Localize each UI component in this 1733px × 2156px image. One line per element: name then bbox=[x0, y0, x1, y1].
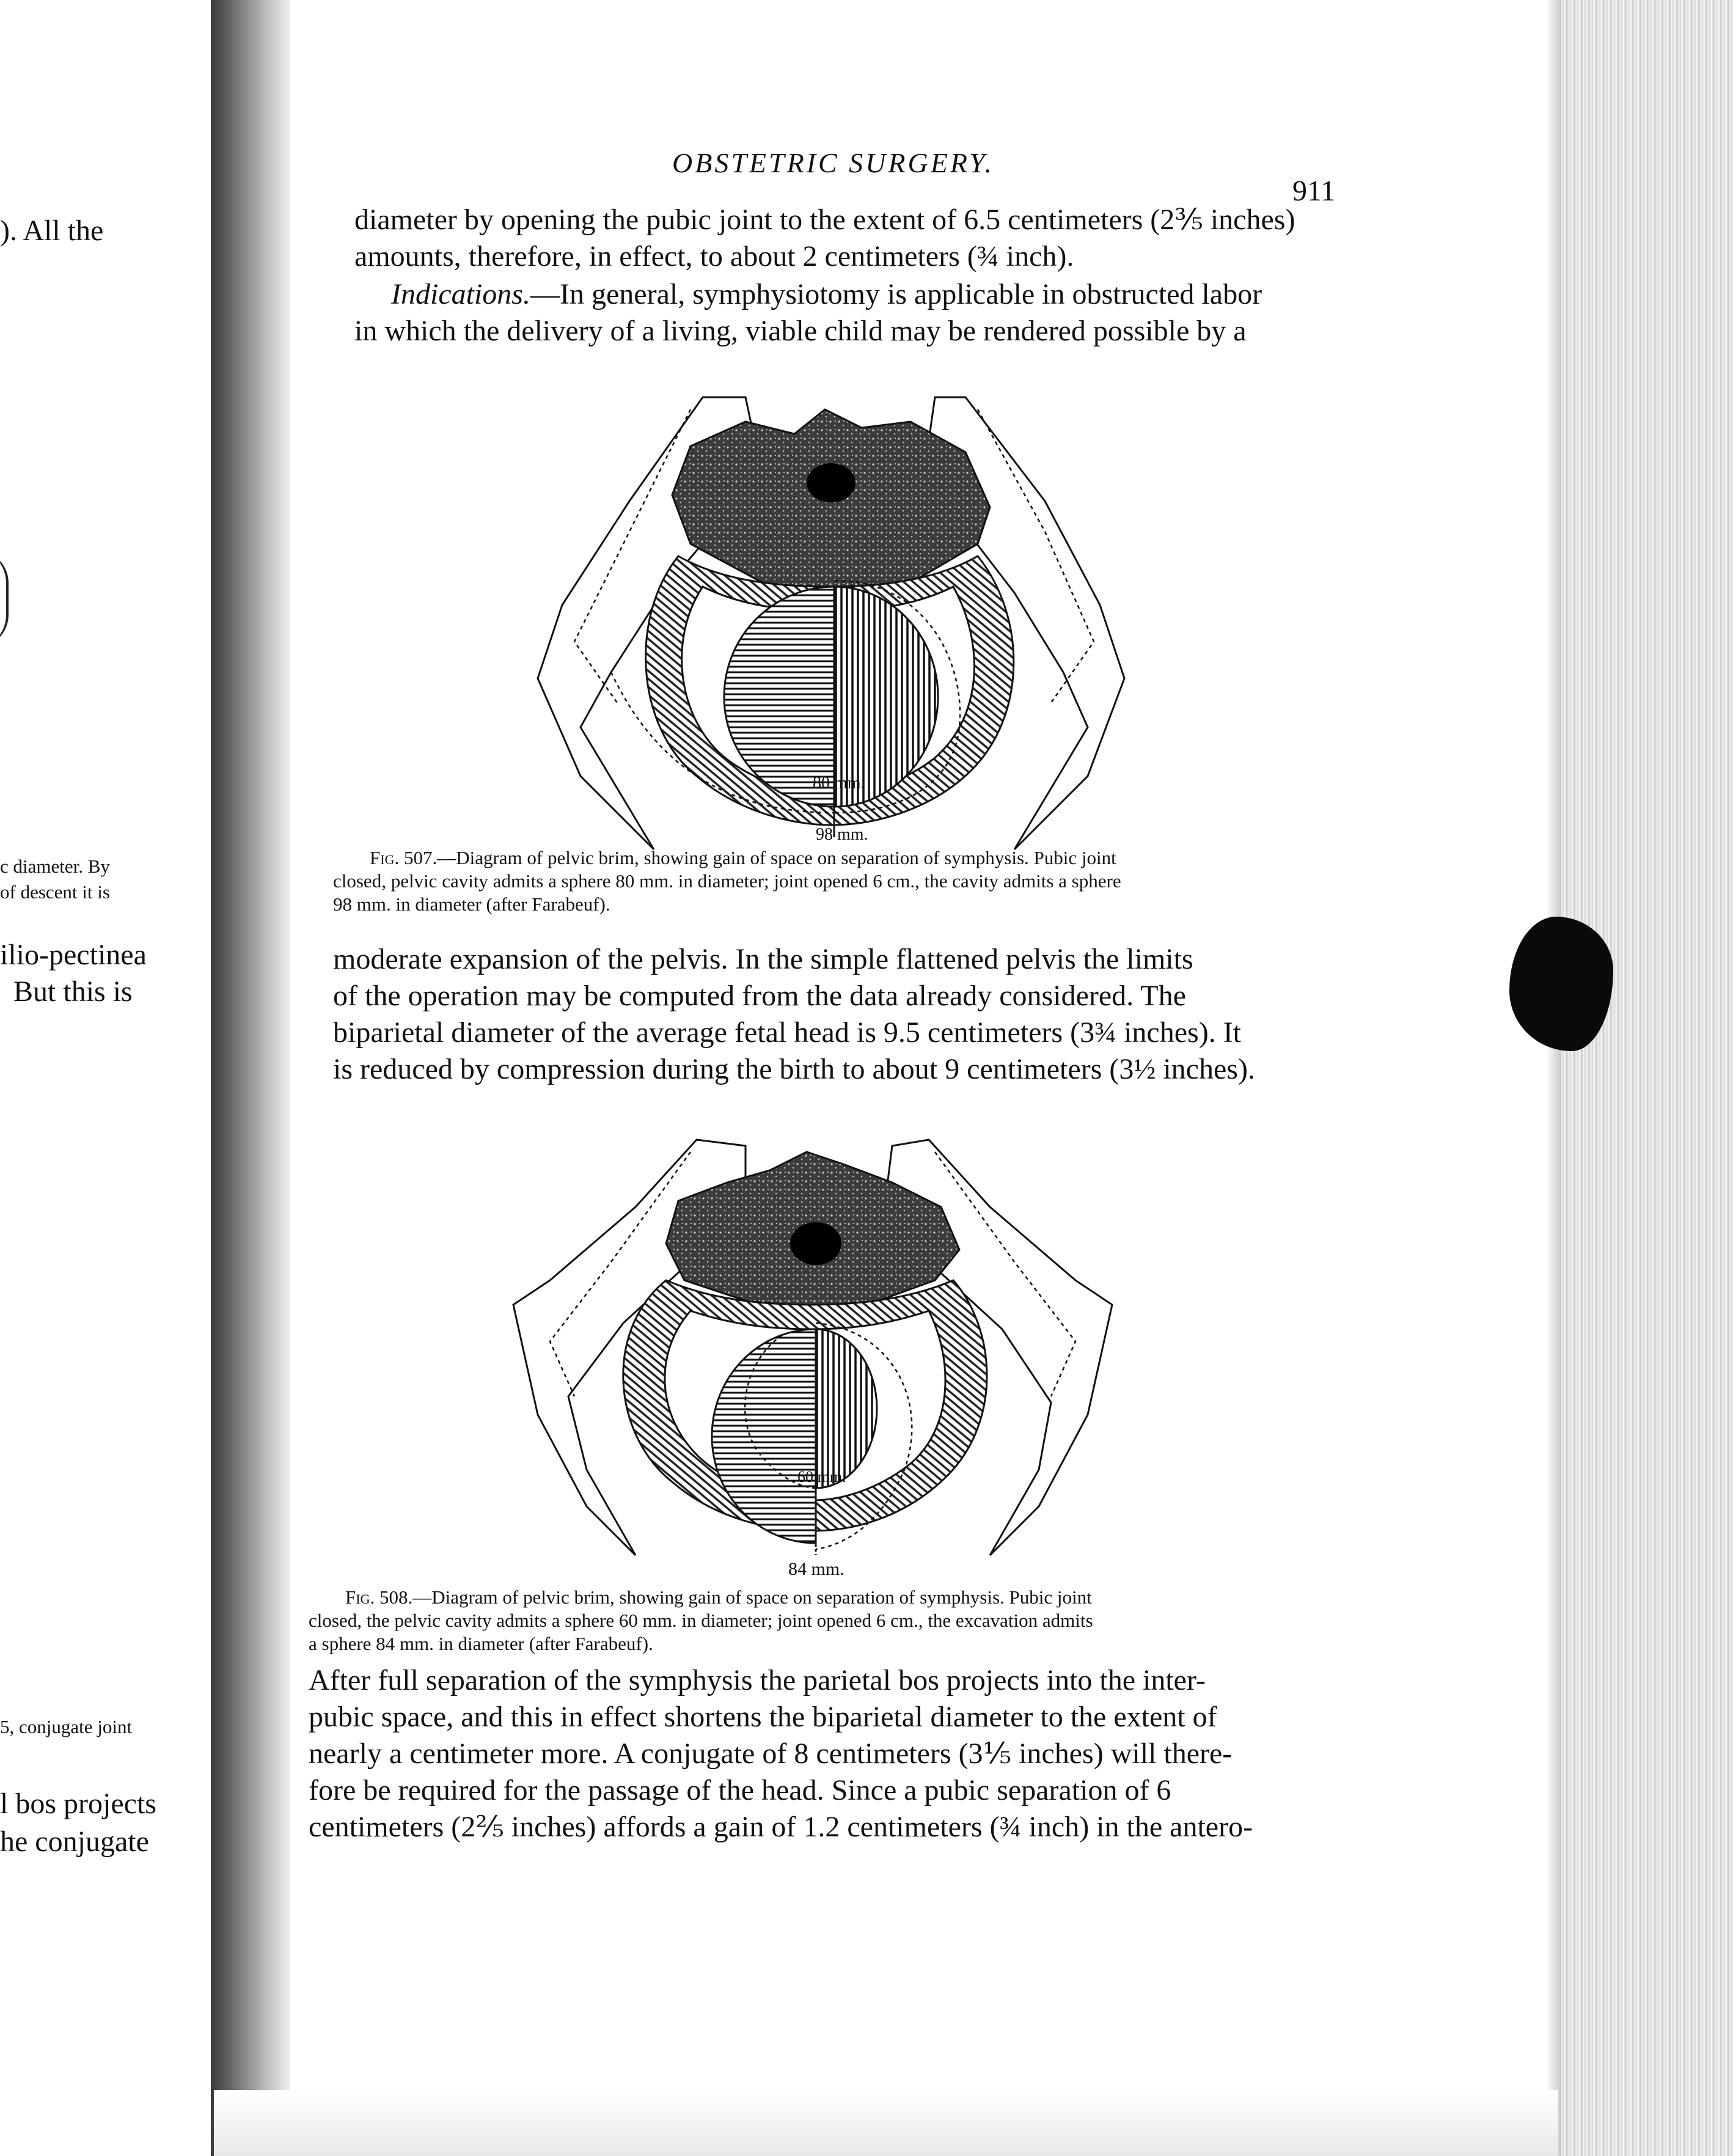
text-line: nearly a centimeter more. A conjugate of 8 centimeters (3⅕ inches) will there- bbox=[309, 1737, 1233, 1770]
text-line: fore be required for the passage of the head. Since a pubic separation of 6 bbox=[309, 1774, 1171, 1806]
figure-508-pelvis-diagram bbox=[513, 1128, 1112, 1580]
book-gutter-shadow bbox=[211, 0, 290, 2156]
left-text-line: he conjugate bbox=[0, 1825, 149, 1858]
text-line: biparietal diameter of the average fetal head is 9.5 centimeters (3¾ inches). It bbox=[333, 1016, 1242, 1049]
text-line: is reduced by compression during the birth to about 9 centimeters (3½ inches). bbox=[333, 1053, 1255, 1085]
left-bracket-mark bbox=[0, 550, 9, 648]
figure-label-98mm: 98 mm. bbox=[816, 825, 868, 844]
caption-line: 98 mm. in diameter (after Farabeuf). bbox=[333, 893, 610, 915]
body-paragraph bbox=[309, 1662, 1299, 1846]
book-page-edges bbox=[1561, 0, 1733, 2156]
caption-line: a sphere 84 mm. in diameter (after Farabeuf). bbox=[309, 1633, 653, 1654]
figure-label-60mm: 60 mm. bbox=[797, 1468, 846, 1486]
text-line-continuation: —In general, symphysiotomy is applicable in obstructed labor bbox=[530, 278, 1262, 310]
figure-number: Fig. 507. bbox=[370, 847, 438, 868]
left-page-fragment bbox=[0, 0, 211, 2156]
text-line: amounts, therefore, in effect, to about 2 centimeters (¾ inch). bbox=[354, 240, 1074, 273]
body-paragraph bbox=[354, 276, 1338, 350]
page-bottom-edge bbox=[214, 2090, 1558, 2156]
sacral-foramen bbox=[790, 1222, 841, 1265]
caption-line: closed, pelvic cavity admits a sphere 80 mm. in diameter; joint opened 6 cm., the cavity admits a sphere bbox=[333, 870, 1121, 892]
caption-line bbox=[309, 1586, 1299, 1609]
left-text-line: ilio-pectinea bbox=[0, 939, 147, 971]
text-line bbox=[354, 276, 1338, 313]
left-text-line: of descent it is bbox=[0, 881, 110, 903]
caption-text: —Diagram of pelvic brim, showing gain of space on separation of symphysis. Pubic joint bbox=[412, 1586, 1092, 1608]
caption-text: —Diagram of pelvic brim, showing gain of space on separation of symphysis. Pubic joint bbox=[437, 847, 1116, 868]
body-paragraph bbox=[354, 202, 1338, 275]
text-line: centimeters (2⅖ inches) affords a gain of 1.2 centimeters (¾ inch) in the antero- bbox=[309, 1811, 1253, 1843]
running-head: OBSTETRIC SURGERY. bbox=[672, 147, 994, 178]
text-line: After full separation of the symphysis the parietal bos projects into the inter- bbox=[309, 1664, 1206, 1696]
text-line: pubic space, and this in effect shortens the biparietal diameter to the extent of bbox=[309, 1701, 1217, 1733]
body-paragraph bbox=[333, 941, 1323, 1088]
figure-507-pelvis-diagram bbox=[538, 385, 1137, 862]
text-line: moderate expansion of the pelvis. In the simple flattened pelvis the limits bbox=[333, 943, 1193, 975]
figure-caption bbox=[309, 1586, 1299, 1656]
text-line: in which the delivery of a living, viable child may be rendered possible by a bbox=[354, 315, 1247, 347]
section-heading: Indications. bbox=[391, 278, 530, 310]
left-text-line: 5, conjugate joint bbox=[0, 1716, 133, 1737]
ink-blot bbox=[1509, 917, 1613, 1051]
figure-label-84mm: 84 mm. bbox=[788, 1559, 845, 1579]
left-text-line: ). All the bbox=[0, 215, 104, 247]
text-line: diameter by opening the pubic joint to the extent of 6.5 centimeters (2⅗ inches) bbox=[354, 204, 1295, 236]
caption-line bbox=[333, 846, 1323, 870]
left-text-line: c diameter. By bbox=[0, 856, 110, 877]
figure-label-80mm: 80 mm. bbox=[813, 774, 865, 793]
sacral-foramen bbox=[807, 463, 856, 502]
figure-caption bbox=[333, 846, 1323, 916]
page-number: 911 bbox=[1292, 175, 1336, 207]
figure-number: Fig. 508. bbox=[345, 1586, 413, 1608]
left-text-line: But this is bbox=[13, 975, 133, 1008]
left-text-line: l bos projects bbox=[0, 1788, 156, 1820]
text-line: of the operation may be computed from the data already considered. The bbox=[333, 980, 1186, 1012]
caption-line: closed, the pelvic cavity admits a sphere 60 mm. in diameter; joint opened 6 cm., the excavation admits bbox=[309, 1610, 1093, 1631]
